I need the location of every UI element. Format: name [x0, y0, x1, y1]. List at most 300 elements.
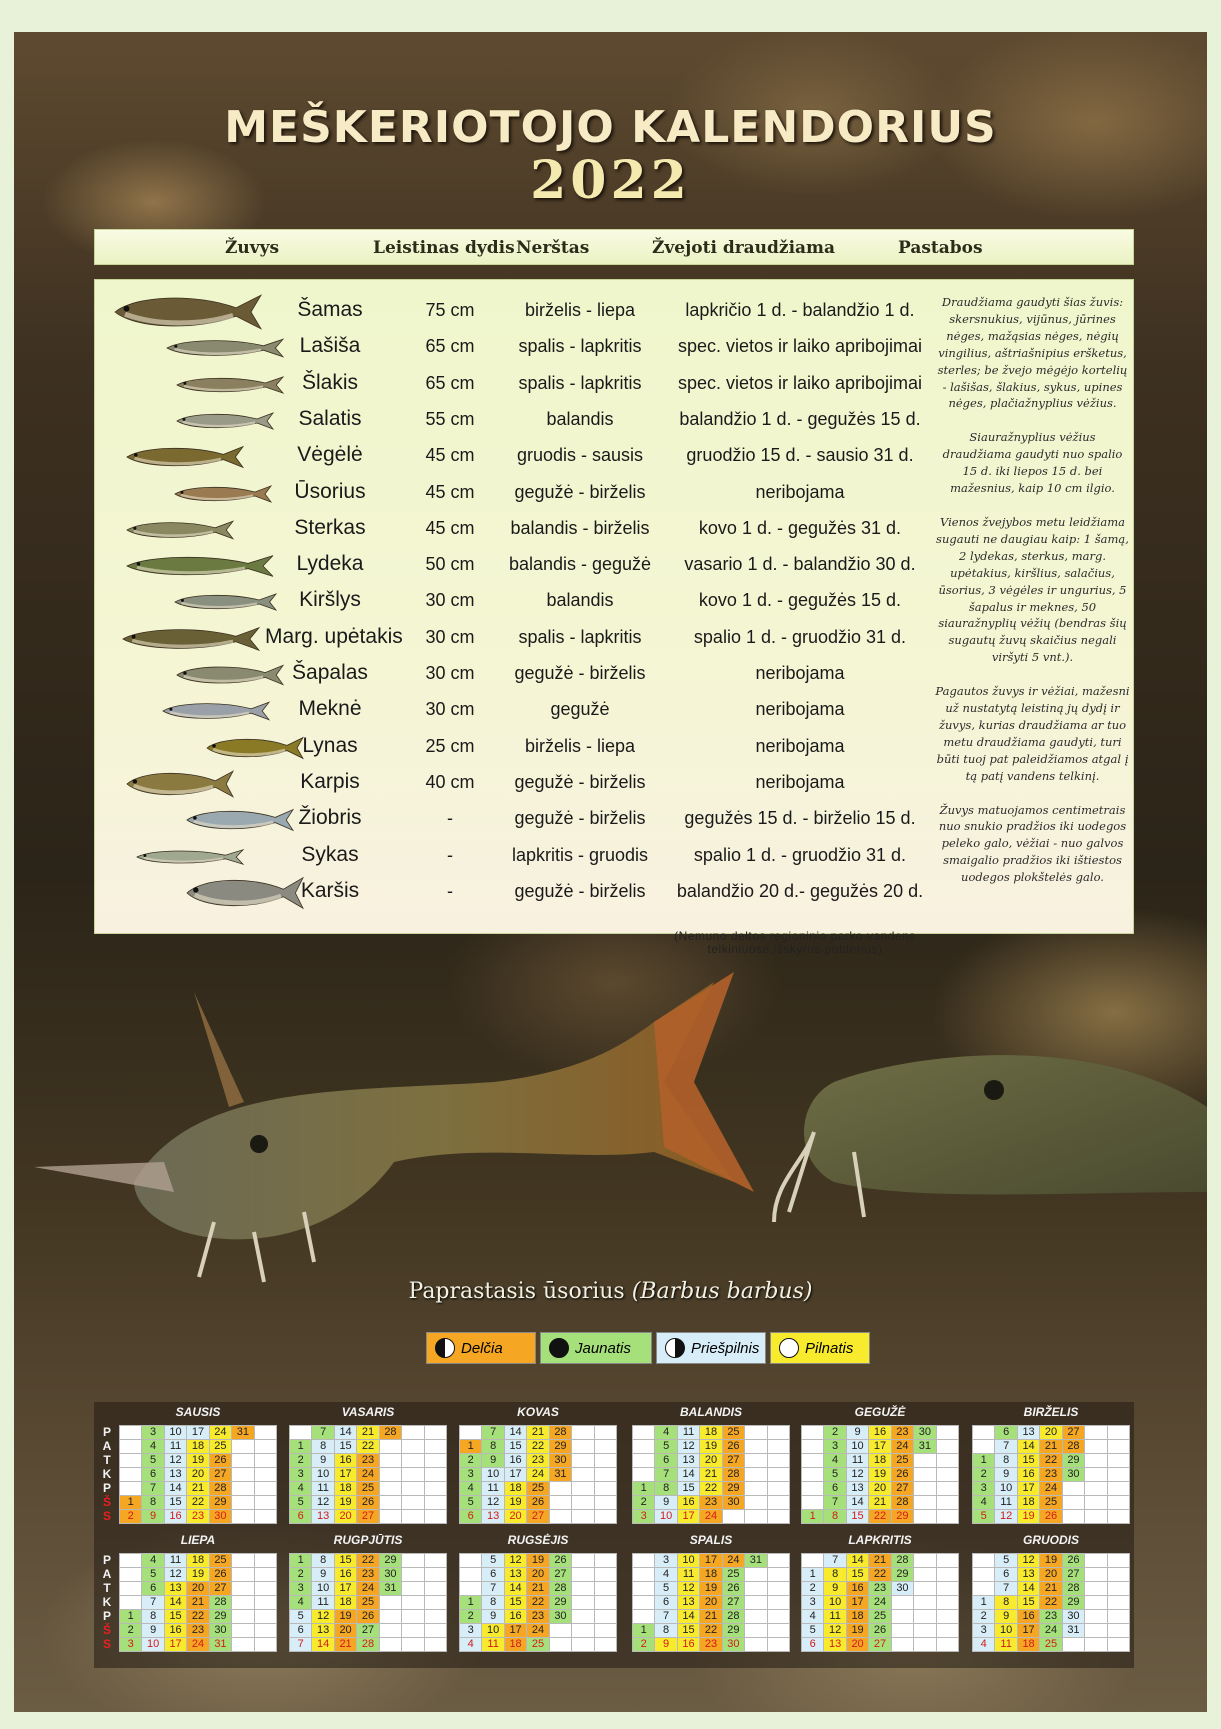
- fish-ban: lapkričio 1 d. - balandžio 1 d.: [685, 300, 915, 320]
- calendar-day: 12: [1017, 1554, 1039, 1568]
- calendar-day: 6: [142, 1582, 164, 1596]
- calendar-empty-cell: [424, 1554, 446, 1568]
- calendar-day: 18: [869, 1454, 891, 1468]
- weekday-label: Š: [102, 1623, 111, 1637]
- calendar-day: 20: [187, 1468, 209, 1482]
- calendar-empty-cell: [572, 1440, 594, 1454]
- fish-spawn: gegužė - birželis: [514, 481, 646, 502]
- calendar-day: 31: [232, 1426, 254, 1440]
- calendar-day: 9: [482, 1610, 504, 1624]
- calendar-empty-cell: [379, 1638, 401, 1652]
- calendar-day: 7: [142, 1482, 164, 1496]
- calendar-day: 14: [164, 1482, 186, 1496]
- calendar-empty-cell: [460, 1426, 482, 1440]
- calendar-day: 26: [722, 1582, 744, 1596]
- calendar-day: 30: [549, 1610, 571, 1624]
- calendar-day: 17: [504, 1624, 526, 1638]
- calendar-day: 21: [869, 1554, 891, 1568]
- calendar-empty-cell: [254, 1582, 276, 1596]
- calendar-day: 14: [312, 1638, 334, 1652]
- calendar-day: 22: [187, 1610, 209, 1624]
- calendar-day: 15: [164, 1496, 186, 1510]
- calendar-day: 3: [460, 1468, 482, 1482]
- calendar-day: 19: [1040, 1554, 1062, 1568]
- fish-icon: [125, 519, 235, 541]
- calendar-day: 5: [802, 1624, 824, 1638]
- calendar-empty-cell: [290, 1426, 312, 1440]
- calendar-day: 13: [1017, 1426, 1039, 1440]
- calendar-day: 3: [633, 1510, 655, 1524]
- calendar-day: 19: [504, 1496, 526, 1510]
- calendar-day: 15: [504, 1596, 526, 1610]
- calendar-day: 3: [973, 1482, 995, 1496]
- calendar-day: 17: [334, 1582, 356, 1596]
- fish-size: 30 cm: [425, 590, 475, 611]
- calendar-day: 11: [164, 1554, 186, 1568]
- calendar-empty-cell: [1062, 1638, 1084, 1652]
- calendar-day: 20: [527, 1568, 549, 1582]
- calendar-day: 16: [1017, 1610, 1039, 1624]
- calendar-day: 30: [379, 1568, 401, 1582]
- calendar-day: 5: [973, 1510, 995, 1524]
- calendar-empty-cell: [232, 1454, 254, 1468]
- calendar-empty-cell: [914, 1568, 936, 1582]
- calendar-day: 17: [504, 1468, 526, 1482]
- calendar-day: 15: [334, 1554, 356, 1568]
- header-fish: Žuvys: [225, 238, 280, 258]
- calendar-empty-cell: [936, 1468, 958, 1482]
- calendar-empty-cell: [549, 1496, 571, 1510]
- calendar-day: 25: [891, 1454, 913, 1468]
- month-name: SPALIS: [689, 1533, 733, 1547]
- calendar-empty-cell: [973, 1582, 995, 1596]
- calendar-empty-cell: [936, 1496, 958, 1510]
- calendar-day: 24: [722, 1554, 744, 1568]
- calendar-day: 16: [504, 1610, 526, 1624]
- calendar-day: 21: [1040, 1582, 1062, 1596]
- month-grid: [459, 1553, 617, 1652]
- calendar-empty-cell: [120, 1554, 142, 1568]
- month-name: GEGUŽĖ: [854, 1405, 906, 1419]
- calendar-empty-cell: [802, 1440, 824, 1454]
- calendar-day: 24: [209, 1426, 231, 1440]
- calendar-day: 8: [655, 1624, 677, 1638]
- calendar-day: 10: [142, 1638, 164, 1652]
- calendar-empty-cell: [1107, 1568, 1129, 1582]
- calendar-empty-cell: [767, 1440, 789, 1454]
- calendar-day: 9: [846, 1426, 868, 1440]
- calendar-day: 18: [334, 1482, 356, 1496]
- fish-spawn: balandis - birželis: [510, 517, 650, 538]
- calendar-day: 12: [482, 1496, 504, 1510]
- month-calendar: [289, 1533, 447, 1652]
- calendar-day: 19: [846, 1624, 868, 1638]
- calendar-empty-cell: [1062, 1496, 1084, 1510]
- month-calendar: [119, 1533, 277, 1652]
- calendar-day: 5: [142, 1568, 164, 1582]
- calendar-empty-cell: [572, 1496, 594, 1510]
- calendar-day: 12: [824, 1624, 846, 1638]
- calendar-day: 5: [655, 1582, 677, 1596]
- calendar-empty-cell: [973, 1440, 995, 1454]
- calendar-day: 29: [549, 1596, 571, 1610]
- fish-ban: kovo 1 d. - gegužės 31 d.: [698, 517, 902, 538]
- calendar-day: 25: [722, 1568, 744, 1582]
- calendar-day: 20: [334, 1624, 356, 1638]
- calendar-empty-cell: [914, 1468, 936, 1482]
- calendar-empty-cell: [402, 1510, 424, 1524]
- calendar-day: 9: [824, 1582, 846, 1596]
- calendar-empty-cell: [594, 1624, 616, 1638]
- calendar-day: 14: [677, 1468, 699, 1482]
- calendar-day: 20: [846, 1638, 868, 1652]
- calendar-day: 24: [1040, 1624, 1062, 1638]
- fish-icon: [161, 700, 271, 722]
- calendar-empty-cell: [1107, 1582, 1129, 1596]
- fish-name: Šapalas: [292, 661, 368, 684]
- calendar-day: 24: [527, 1624, 549, 1638]
- calendar-empty-cell: [254, 1482, 276, 1496]
- calendar-day: 8: [995, 1454, 1017, 1468]
- fish-size: 65 cm: [425, 372, 475, 393]
- calendar-day: 21: [1040, 1440, 1062, 1454]
- month-calendar: [972, 1533, 1130, 1652]
- calendar-day: 9: [312, 1454, 334, 1468]
- weekday-label: P: [102, 1609, 111, 1623]
- calendar-empty-cell: [232, 1638, 254, 1652]
- fish-ban: balandžio 20 d.- gegužės 20 d.: [676, 880, 924, 901]
- calendar-empty-cell: [594, 1568, 616, 1582]
- calendar-empty-cell: [914, 1624, 936, 1638]
- calendar-empty-cell: [402, 1482, 424, 1496]
- calendar-day: 3: [973, 1624, 995, 1638]
- calendar-day: 7: [482, 1582, 504, 1596]
- calendar-day: 23: [527, 1610, 549, 1624]
- calendar-empty-cell: [402, 1582, 424, 1596]
- calendar-day: 16: [869, 1426, 891, 1440]
- calendar-day: 4: [142, 1554, 164, 1568]
- fish-ban: spalio 1 d. - gruodžio 31 d.: [693, 626, 907, 647]
- calendar-day: 19: [187, 1568, 209, 1582]
- calendar-day: 18: [187, 1554, 209, 1568]
- calendar-day: 17: [677, 1510, 699, 1524]
- calendar-day: 5: [290, 1496, 312, 1510]
- calendar-day: 27: [869, 1638, 891, 1652]
- poster-background: [14, 32, 1207, 1712]
- calendar-day: 9: [312, 1568, 334, 1582]
- calendar-empty-cell: [594, 1482, 616, 1496]
- calendar-empty-cell: [802, 1482, 824, 1496]
- fish-size: 65 cm: [425, 336, 475, 357]
- calendar-empty-cell: [914, 1582, 936, 1596]
- calendar-day: 25: [527, 1638, 549, 1652]
- calendar-day: 28: [1062, 1440, 1084, 1454]
- calendar-day: 4: [290, 1482, 312, 1496]
- fish-size: -: [447, 880, 453, 901]
- calendar-day: 8: [312, 1440, 334, 1454]
- calendar-empty-cell: [379, 1496, 401, 1510]
- calendar-empty-cell: [120, 1454, 142, 1468]
- calendar-day: 23: [357, 1454, 379, 1468]
- calendar-day: 17: [334, 1468, 356, 1482]
- calendar-empty-cell: [572, 1426, 594, 1440]
- fish-ban: kovo 1 d. - gegužės 15 d.: [698, 590, 902, 611]
- calendar-empty-cell: [572, 1454, 594, 1468]
- calendar-empty-cell: [914, 1510, 936, 1524]
- fish-spawn: balandis: [546, 590, 614, 611]
- calendar-day: 12: [677, 1582, 699, 1596]
- calendar-empty-cell: [891, 1610, 913, 1624]
- calendar-day: 18: [846, 1610, 868, 1624]
- calendar-empty-cell: [254, 1568, 276, 1582]
- calendar-day: 26: [527, 1496, 549, 1510]
- fish-spawn: spalis - lapkritis: [518, 626, 642, 647]
- calendar-day: 14: [846, 1496, 868, 1510]
- calendar-day: 19: [334, 1610, 356, 1624]
- calendar-empty-cell: [549, 1638, 571, 1652]
- calendar-empty-cell: [424, 1582, 446, 1596]
- month-grid: [632, 1553, 790, 1652]
- calendar-day: 15: [334, 1440, 356, 1454]
- calendar-empty-cell: [802, 1554, 824, 1568]
- calendar-day: 9: [655, 1638, 677, 1652]
- calendar-day: 22: [700, 1624, 722, 1638]
- month-name: RUGPJŪTIS: [333, 1533, 403, 1547]
- calendar-day: 7: [824, 1496, 846, 1510]
- header-size: Leistinas dydis: [373, 238, 515, 258]
- calendar-empty-cell: [745, 1638, 767, 1652]
- calendar-empty-cell: [936, 1440, 958, 1454]
- calendar-day: 12: [312, 1610, 334, 1624]
- month-grid: [289, 1553, 447, 1652]
- calendar-day: 11: [995, 1496, 1017, 1510]
- calendar-empty-cell: [767, 1554, 789, 1568]
- calendar-empty-cell: [1085, 1638, 1107, 1652]
- calendar-day: 2: [290, 1454, 312, 1468]
- calendar-day: 14: [164, 1596, 186, 1610]
- calendar-day: 3: [290, 1582, 312, 1596]
- calendar-day: 25: [722, 1426, 744, 1440]
- calendar-day: 13: [1017, 1568, 1039, 1582]
- calendar-day: 21: [869, 1496, 891, 1510]
- calendar-day: 21: [700, 1610, 722, 1624]
- calendar-day: 7: [995, 1440, 1017, 1454]
- calendar-empty-cell: [745, 1496, 767, 1510]
- calendar-empty-cell: [402, 1554, 424, 1568]
- calendar-day: 14: [677, 1610, 699, 1624]
- calendar-empty-cell: [1085, 1496, 1107, 1510]
- calendar-day: 3: [655, 1554, 677, 1568]
- calendar-day: 23: [1040, 1468, 1062, 1482]
- fish-name: Šlakis: [301, 370, 359, 394]
- fish-name: Vėgėlė: [297, 443, 363, 467]
- weekday-label: S: [102, 1509, 111, 1523]
- calendar-empty-cell: [745, 1426, 767, 1440]
- calendar-day: 21: [187, 1482, 209, 1496]
- calendar-day: 13: [164, 1468, 186, 1482]
- calendar-day: 2: [120, 1510, 142, 1524]
- weekday-label: K: [102, 1595, 112, 1609]
- calendar-day: 16: [677, 1638, 699, 1652]
- legend-waxing: Priešpilnis: [656, 1332, 766, 1364]
- calendar-day: 13: [504, 1568, 526, 1582]
- calendar-empty-cell: [1107, 1440, 1129, 1454]
- calendar-empty-cell: [1085, 1624, 1107, 1638]
- calendar-day: 12: [312, 1496, 334, 1510]
- calendar-day: 1: [290, 1554, 312, 1568]
- calendar-day: 16: [1017, 1468, 1039, 1482]
- fish-ban: neribojama: [755, 481, 845, 502]
- calendar-day: 28: [357, 1638, 379, 1652]
- calendar-day: 24: [357, 1582, 379, 1596]
- month-name: LIEPA: [180, 1533, 216, 1547]
- calendar-empty-cell: [572, 1468, 594, 1482]
- calendar-empty-cell: [1107, 1638, 1129, 1652]
- image-caption: Paprastasis ūsorius (Barbus barbus): [408, 1279, 813, 1304]
- calendar-day: 17: [187, 1426, 209, 1440]
- calendar-day: 16: [334, 1568, 356, 1582]
- calendar-day: 8: [655, 1482, 677, 1496]
- fish-icon: [135, 848, 245, 866]
- calendar-day: 13: [677, 1596, 699, 1610]
- calendar-empty-cell: [572, 1596, 594, 1610]
- fish-icon: [185, 874, 305, 912]
- calendar-day: 16: [846, 1582, 868, 1596]
- calendar-day: 7: [312, 1426, 334, 1440]
- calendar-empty-cell: [1107, 1468, 1129, 1482]
- calendar-empty-cell: [254, 1624, 276, 1638]
- fish-icon: [175, 663, 285, 687]
- fish-spawn: gegužė - birželis: [514, 771, 646, 792]
- calendar-empty-cell: [767, 1582, 789, 1596]
- fish-icon: [121, 625, 261, 653]
- calendar-day: 1: [120, 1496, 142, 1510]
- calendar-empty-cell: [1107, 1624, 1129, 1638]
- calendar-empty-cell: [379, 1482, 401, 1496]
- month-name: LAPKRITIS: [848, 1533, 912, 1547]
- calendar-day: 22: [869, 1510, 891, 1524]
- calendar-day: 23: [187, 1510, 209, 1524]
- calendar-empty-cell: [745, 1482, 767, 1496]
- calendar-day: 9: [655, 1496, 677, 1510]
- calendar-day: 1: [460, 1596, 482, 1610]
- calendar-day: 23: [700, 1638, 722, 1652]
- calendar-day: 22: [869, 1568, 891, 1582]
- calendar-day: 31: [549, 1468, 571, 1482]
- calendar-day: 2: [973, 1468, 995, 1482]
- calendar-empty-cell: [936, 1568, 958, 1582]
- calendar-day: 18: [1017, 1496, 1039, 1510]
- calendar-day: 29: [891, 1510, 913, 1524]
- calendar-day: 26: [209, 1568, 231, 1582]
- month-name: RUGSĖJIS: [507, 1533, 569, 1547]
- month-name: BALANDIS: [680, 1405, 742, 1419]
- month-calendar: [459, 1405, 617, 1524]
- calendar-empty-cell: [1085, 1482, 1107, 1496]
- calendar-day: 27: [1062, 1568, 1084, 1582]
- calendar-day: 20: [187, 1582, 209, 1596]
- fish-size: 55 cm: [425, 408, 475, 429]
- calendar-day: 24: [700, 1510, 722, 1524]
- fish-size: 45 cm: [425, 481, 475, 502]
- karsis-note: (Nemuno deltos regioninio parko vandens telkiniuose,išskyrus polderius): [674, 929, 916, 956]
- calendar-day: 10: [482, 1468, 504, 1482]
- calendar-empty-cell: [232, 1568, 254, 1582]
- table-header: [94, 229, 1134, 265]
- calendar-day: 18: [1017, 1638, 1039, 1652]
- fish-spawn: lapkritis - gruodis: [511, 844, 649, 865]
- calendar-day: 4: [824, 1454, 846, 1468]
- calendar-empty-cell: [1062, 1510, 1084, 1524]
- calendar-day: 6: [460, 1510, 482, 1524]
- calendar-day: 21: [527, 1426, 549, 1440]
- fish-spawn: spalis - lapkritis: [518, 336, 642, 357]
- month-grid: [972, 1553, 1130, 1652]
- fish-name: Sterkas: [294, 515, 366, 539]
- calendar-day: 3: [290, 1468, 312, 1482]
- calendar-empty-cell: [745, 1624, 767, 1638]
- calendar-day: 23: [700, 1496, 722, 1510]
- month-grid: [119, 1553, 277, 1652]
- calendar-day: 9: [482, 1454, 504, 1468]
- calendar-empty-cell: [633, 1568, 655, 1582]
- calendar-day: 4: [973, 1496, 995, 1510]
- calendar-day: 8: [142, 1610, 164, 1624]
- month-grid: [801, 1553, 959, 1652]
- calendar-day: 29: [549, 1440, 571, 1454]
- calendar-day: 5: [460, 1496, 482, 1510]
- calendar-day: 1: [290, 1440, 312, 1454]
- weekday-label: A: [102, 1439, 112, 1453]
- calendar-empty-cell: [936, 1454, 958, 1468]
- fish-size: -: [447, 844, 453, 865]
- calendar-empty-cell: [594, 1426, 616, 1440]
- calendar-empty-cell: [232, 1510, 254, 1524]
- calendar-empty-cell: [722, 1510, 744, 1524]
- calendar-day: 10: [312, 1468, 334, 1482]
- calendar-day: 23: [1040, 1610, 1062, 1624]
- calendar-day: 15: [677, 1624, 699, 1638]
- fish-name: Salatis: [298, 406, 362, 430]
- month-calendar: [632, 1533, 790, 1652]
- calendar-day: 14: [846, 1554, 868, 1568]
- calendar-day: 21: [700, 1468, 722, 1482]
- calendar-day: 25: [357, 1596, 379, 1610]
- calendar-empty-cell: [594, 1596, 616, 1610]
- calendar-day: 25: [209, 1440, 231, 1454]
- calendar-day: 1: [120, 1610, 142, 1624]
- calendar-empty-cell: [120, 1426, 142, 1440]
- calendar-empty-cell: [379, 1510, 401, 1524]
- calendar-empty-cell: [424, 1440, 446, 1454]
- calendar-day: 24: [1040, 1482, 1062, 1496]
- calendar-empty-cell: [936, 1510, 958, 1524]
- calendar-empty-cell: [633, 1610, 655, 1624]
- fish-size: 30 cm: [425, 663, 475, 683]
- calendar-day: 27: [357, 1624, 379, 1638]
- calendar-day: 11: [846, 1454, 868, 1468]
- calendar-empty-cell: [914, 1496, 936, 1510]
- fish-size: 30 cm: [425, 626, 475, 647]
- header-spawn: Nerštas: [516, 238, 590, 258]
- calendar-empty-cell: [1085, 1440, 1107, 1454]
- calendar-day: 29: [1062, 1454, 1084, 1468]
- fish-name: Lašiša: [299, 334, 361, 358]
- calendar-empty-cell: [633, 1554, 655, 1568]
- weekday-label: P: [102, 1553, 111, 1567]
- calendar-day: 20: [1040, 1568, 1062, 1582]
- calendar-day: 6: [802, 1638, 824, 1652]
